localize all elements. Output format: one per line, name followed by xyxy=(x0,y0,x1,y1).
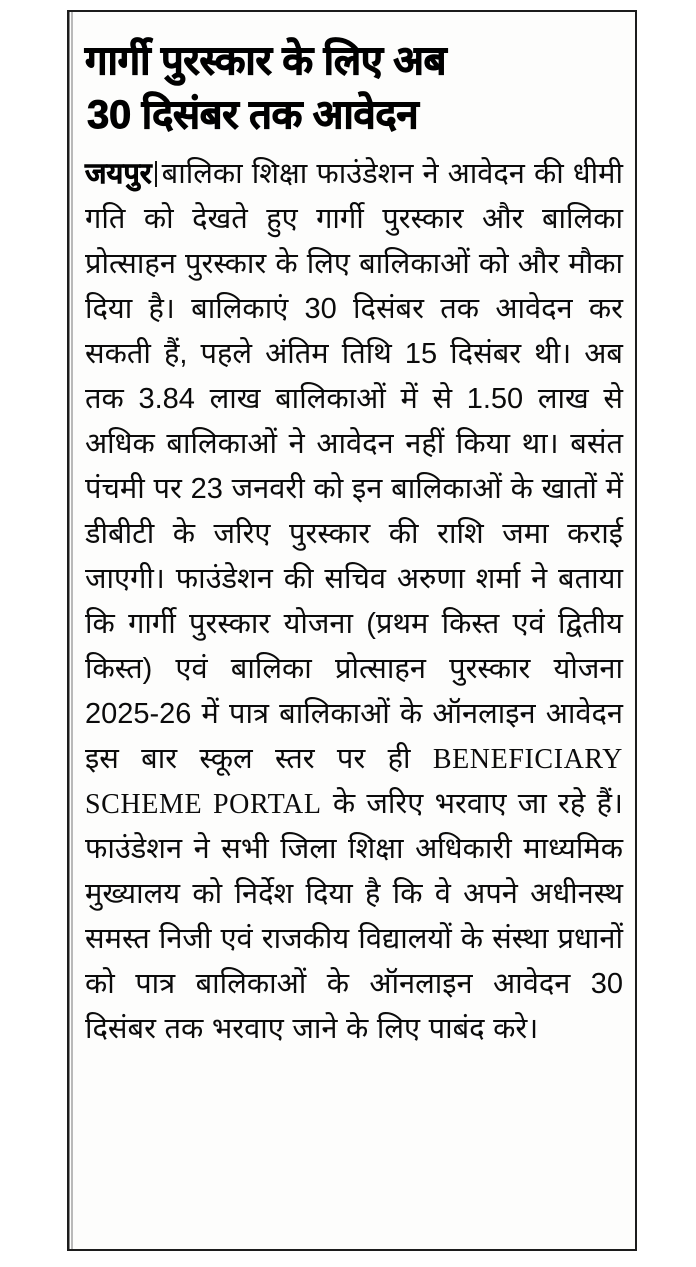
newspaper-clipping xyxy=(67,10,637,1251)
clipping-inner-column xyxy=(85,12,623,1249)
dateline-separator xyxy=(155,161,157,187)
article-text-part-1: बालिका शिक्षा फाउंडेशन ने आवेदन की धीमी गति को देखते हुए गार्गी पुरस्कार और बालिका प्रोत्साहन पुरस्कार के लिए बालिकाओं को और मौका दिया है। बालिकाएं 30 दिसंबर तक आवेदन कर सकती हैं, पहले अंतिम तिथि 15 दिसंबर थी। अब तक 3.84 लाख बालिकाओं में से 1.50 लाख से अधिक बालिकाओं ने आवेदन नहीं किया था। बसंत पंचमी पर 23 जनवरी को इन बालिकाओं के खातों में डीबीटी के जरिए पुरस्कार की राशि जमा कराई जाएगी। फाउंडेशन की सचिव अरुणा शर्मा ने बताया कि गार्गी पुरस्कार योजना (प्रथम किस्त एवं द्वितीय किस्त) एवं बालिका प्रोत्साहन पुरस्कार योजना 2025-26 में पात्र बालिकाओं के ऑनलाइन आवेदन इस बार स्कूल स्तर पर ही xyxy=(85,158,623,775)
article-body xyxy=(85,142,623,1052)
article-text-part-2: के जरिए भरवाए जा रहे हैं। फाउंडेशन ने सभी जिला शिक्षा अधिकारी माध्यमिक मुख्यालय को निर्देश दिया है कि वे अपने अधीनस्थ समस्त निजी एवं राजकीय विद्यालयों के संस्था प्रधानों को पात्र बालिकाओं के ऑनलाइन आवेदन 30 दिसंबर तक भरवाए जाने के लिए पाबंद करे। xyxy=(85,788,623,1045)
portal-name: BENEFICIARY SCHEME PORTAL xyxy=(85,744,623,820)
article-paragraph xyxy=(85,152,623,1052)
headline-line-2: 30 दिसंबर तक आवेदन xyxy=(87,93,419,137)
dateline: जयपुर xyxy=(85,158,152,190)
page-title xyxy=(85,12,623,142)
headline-line-1: गार्गी पुरस्कार के लिए अब xyxy=(85,39,447,83)
